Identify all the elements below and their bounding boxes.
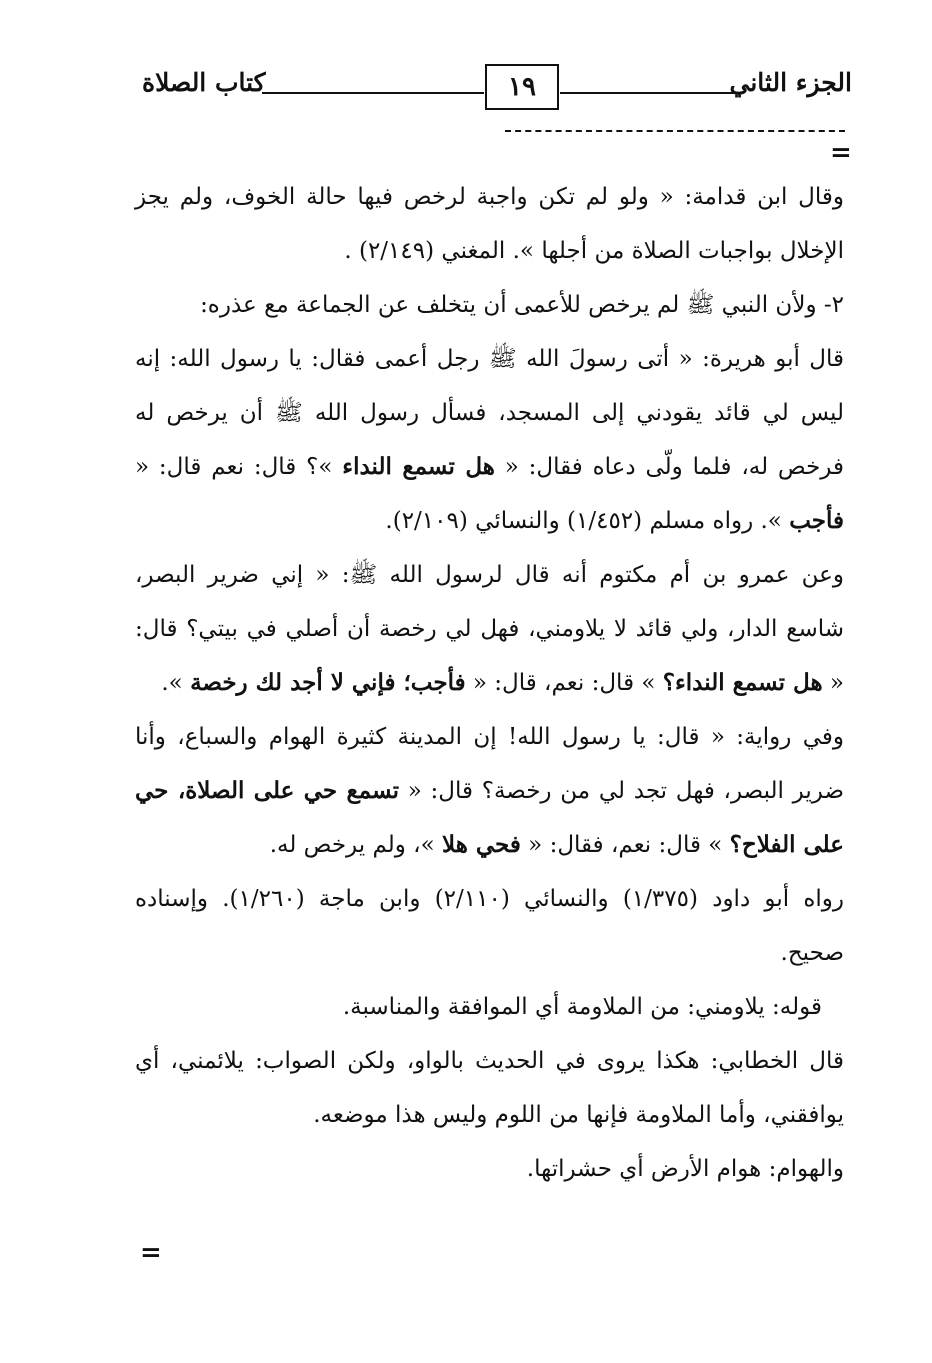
text-run: ». رواه مسلم (١/٤٥٢) والنسائي (٢/١٠٩). (385, 508, 790, 534)
header-rule-left (262, 92, 484, 94)
header-rule-right (560, 92, 740, 94)
text-run: قال أبو هريرة: « أتى رسولَ الله ﷺ رجل أعمى فقال: يا رسول الله: إنه ليس لي قائد يقودني إلى المسجد، فسأل رسول الله ﷺ أن يرخص له فرخص له، فلما ولّى دعاه فقال: « (135, 346, 844, 480)
text-run: ». (161, 670, 191, 696)
paragraph-hawam: والهوام: هوام الأرض أي حشراتها. (526, 1156, 844, 1182)
text-run: وعن عمرو بن أم مكتوم أنه قال لرسول الله ﷺ: « إني ضرير البصر، شاسع الدار، ولي قائد لا يلاومني، فهل لي رخصة أن أصلي في بيتي؟ قال: « (135, 562, 844, 696)
bold-run: هل تسمع النداء (342, 453, 495, 480)
paragraph-blind-man: ٢- ولأن النبي ﷺ لم يرخص للأعمى أن يتخلف عن الجماعة مع عذره: (200, 292, 844, 318)
bold-run: تسمع حي على الصلاة، حي على الفلاح؟ (135, 777, 844, 858)
text-run: » قال: نعم، قال: « (465, 670, 663, 696)
text-run: »، ولم يرخص له. (269, 832, 442, 858)
paragraph-another-narration (135, 710, 844, 872)
header-book-title: كتاب الصلاة (142, 68, 266, 97)
bold-run: فحي هلا (442, 831, 521, 858)
continuation-mark-top: = (830, 138, 852, 168)
paragraph-abu-hurayra (135, 332, 844, 548)
continuation-mark-bottom: = (140, 1238, 162, 1268)
text-run: » قال: نعم، فقال: « (520, 832, 730, 858)
page-number: ١٩ (508, 72, 536, 102)
bold-run: فأجب (789, 507, 844, 534)
paragraph-amr-ibn-umm-maktum (135, 548, 844, 710)
paragraph-references: رواه أبو داود (١/٣٧٥) والنسائي (٢/١١٠) وابن ماجة (١/٢٦٠). وإسناده صحيح. (135, 886, 845, 966)
page-number-box (485, 64, 559, 110)
bold-run: فأجب؛ فإني لا أجد لك رخصة (190, 669, 466, 696)
paragraph-khattabi: قال الخطابي: هكذا يروى في الحديث بالواو، ولكن الصواب: يلائمني، أي يوافقني، وأما الملاومة فإنها من اللوم وليس هذا موضعه. (135, 1048, 844, 1128)
text-run: »؟ قال: نعم قال: « (135, 454, 343, 480)
dashed-separator (505, 130, 845, 132)
bold-run: هل تسمع النداء؟ (662, 669, 823, 696)
header-part-title: الجزء الثاني (729, 68, 852, 97)
paragraph-ibn-qudama: وقال ابن قدامة: « ولو لم تكن واجبة لرخص فيها حالة الخوف، ولم يجز الإخلال بواجبات الصلاة من أجلها ». المغني (٢/١٤٩) . (135, 184, 844, 264)
paragraph-yulawimuni: قوله: يلاومني: من الملاومة أي الموافقة والمناسبة. (342, 994, 822, 1020)
body-text (135, 170, 844, 1196)
text-run: وفي رواية: « قال: يا رسول الله! إن المدينة كثيرة الهوام والسباع، وأنا ضرير البصر، فهل تجد لي من رخصة؟ قال: « (135, 724, 844, 804)
